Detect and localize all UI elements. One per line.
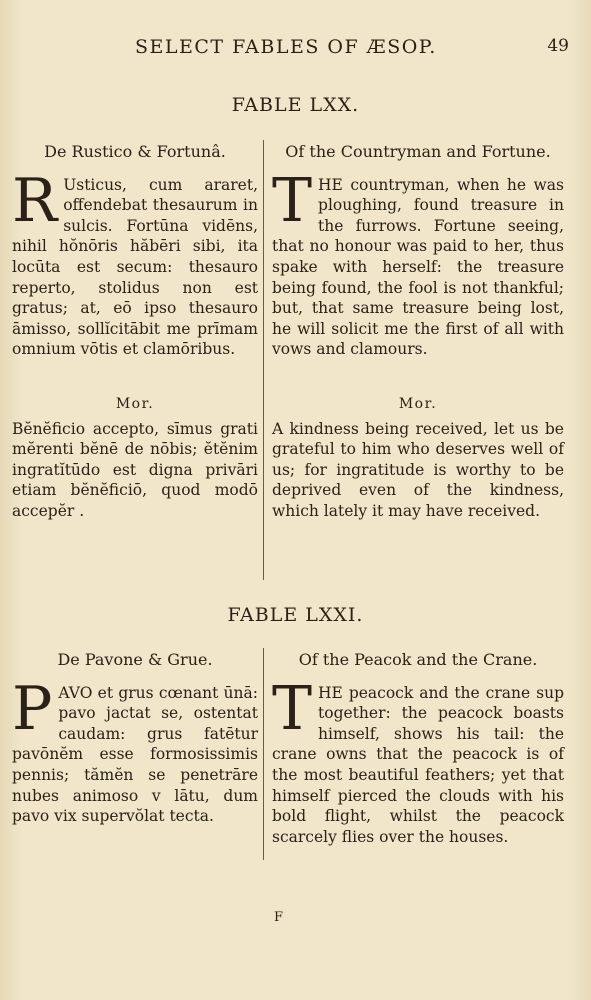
latin-column [12, 650, 258, 827]
latin-moral: Bĕnĕficio accepto, sīmus grati mĕrenti bĕnē de nōbis; ĕtĕnim ingratĭtūdo est digna privāri etiam bĕnĕficiō, quod modō accepĕr . [12, 419, 258, 520]
moral-label: Mor. [115, 395, 155, 412]
english-column [272, 650, 564, 847]
english-body: HE countryman, when he was ploughing, found treasure in the furrows. Fortune seeing, that no honour was paid to her, thus spake with herself: the treasure being found, the fool is not thankful; but, that same treasure being lost, he will solicit me the first of all with vows and clamours. [272, 175, 564, 359]
english-body: HE peacock and the crane sup together: the peacock boasts himself, shows his tail: the crane owns that the peacock is of the most beautiful feathers; yet that himself pierced the clouds with his bold flight, whilst the peacock scarcely flies over the houses. [272, 683, 564, 846]
column-divider [263, 140, 264, 580]
column-divider [263, 648, 264, 860]
latin-text [12, 673, 258, 827]
english-column [272, 142, 564, 522]
page-header [0, 34, 591, 62]
english-text [272, 673, 564, 848]
english-heading: Of the Peacok and the Crane. [298, 650, 538, 669]
latin-heading: De Rustico & Fortunâ. [44, 142, 226, 161]
latin-column [12, 142, 258, 522]
latin-body: AVO et grus cœnant ūnā: pavo jactat se, ostentat caudam: grus fatētur pavōnĕm esse formosissimis pennis; tămĕn se penetrāre nubes animoso v lātu, dum pavo vix supervŏlat tecta. [12, 683, 258, 826]
fable-title: FABLE LXXI. [227, 604, 364, 626]
latin-text [12, 165, 258, 360]
page-number: 49 [547, 36, 569, 56]
moral-label: Mor. [398, 395, 438, 412]
english-text [272, 165, 564, 360]
drop-cap: T [272, 673, 313, 744]
drop-cap: R [12, 165, 58, 236]
fable-title: FABLE LXX. [231, 94, 360, 116]
english-heading: Of the Countryman and Fortune. [285, 142, 551, 161]
latin-body: Usticus, cum araret, offendebat thesaurum in sulcis. Fortūna vidēns, nihil hŏnōris hăbēri sibi, ita locūta est secum: thesauro reperto, stolidus non est gratus; at, eō ipso thesauro āmisso, sollĭcitābit me prīmam omnium vōtis et clamōribus. [12, 175, 258, 359]
running-title: SELECT FABLES OF ÆSOP. [135, 36, 437, 58]
drop-cap: T [272, 165, 313, 236]
signature-mark: F [274, 910, 284, 925]
english-moral: A kindness being received, let us be grateful to him who deserves well of us; for ingratitude is worthy to be deprived even of the kindness, which lately it may have received. [272, 419, 564, 520]
latin-heading: De Pavone & Grue. [57, 650, 213, 669]
drop-cap: P [12, 673, 53, 744]
